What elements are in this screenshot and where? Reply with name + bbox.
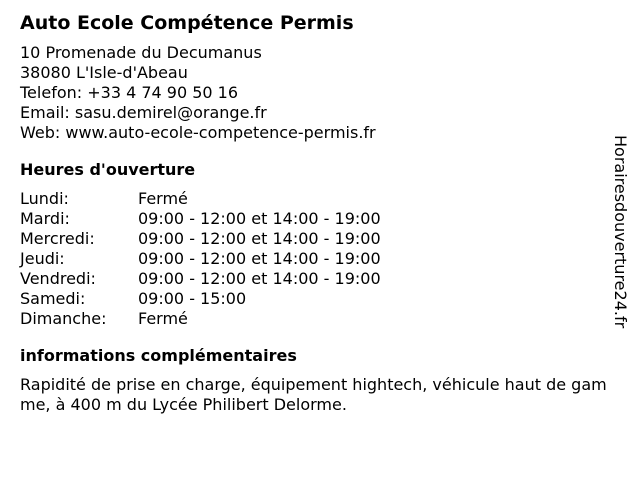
hours-table xyxy=(20,189,610,329)
business-card xyxy=(20,10,610,415)
web-line: Web: www.auto-ecole-competence-permis.fr xyxy=(20,123,376,142)
business-name: Auto Ecole Compétence Permis xyxy=(20,12,354,34)
time-value: 09:00 - 12:00 et 14:00 - 19:00 xyxy=(138,269,381,288)
day-label: Mercredi: xyxy=(20,229,95,248)
time-value: 09:00 - 15:00 xyxy=(138,289,247,308)
time-value: 09:00 - 12:00 et 14:00 - 19:00 xyxy=(138,209,381,228)
hours-row-thursday xyxy=(20,249,610,269)
info-heading: informations complémentaires xyxy=(20,346,297,365)
day-label: Jeudi: xyxy=(20,249,65,268)
hours-row-saturday xyxy=(20,289,610,309)
time-value: Fermé xyxy=(138,189,188,208)
hours-row-wednesday xyxy=(20,229,610,249)
info-text: Rapidité de prise en charge, équipement hightech, véhicule haut de gamme, à 400 m du Lycée Philibert Delorme. xyxy=(20,375,607,414)
hours-row-tuesday xyxy=(20,209,610,229)
day-label: Lundi: xyxy=(20,189,69,208)
time-value: 09:00 - 12:00 et 14:00 - 19:00 xyxy=(138,249,381,268)
email-line: Email: sasu.demirel@orange.fr xyxy=(20,103,267,122)
hours-row-sunday xyxy=(20,309,610,329)
day-label: Samedi: xyxy=(20,289,86,308)
day-label: Dimanche: xyxy=(20,309,107,328)
site-watermark: Horairesdouverture24.fr xyxy=(611,135,630,329)
hours-heading: Heures d'ouverture xyxy=(20,160,196,179)
hours-row-monday xyxy=(20,189,610,209)
phone-line: Telefon: +33 4 74 90 50 16 xyxy=(20,83,239,102)
hours-row-friday xyxy=(20,269,610,289)
address-line-1: 10 Promenade du Decumanus xyxy=(20,43,262,62)
time-value: Fermé xyxy=(138,309,188,328)
time-value: 09:00 - 12:00 et 14:00 - 19:00 xyxy=(138,229,381,248)
day-label: Mardi: xyxy=(20,209,70,228)
day-label: Vendredi: xyxy=(20,269,96,288)
address-line-2: 38080 L'Isle-d'Abeau xyxy=(20,63,188,82)
